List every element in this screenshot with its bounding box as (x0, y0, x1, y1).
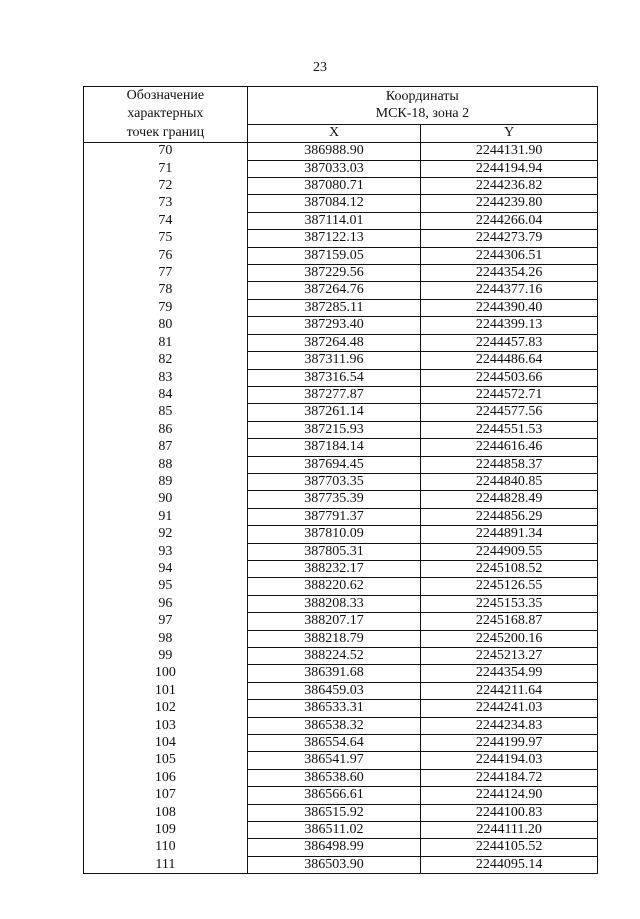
table-row (84, 352, 598, 369)
table-row (84, 822, 598, 839)
point-cell: 89 (84, 473, 248, 490)
header-coordinates-line-2: МСК-18, зона 2 (375, 106, 470, 122)
y-cell: 2244241.03 (421, 700, 598, 717)
point-cell: 84 (84, 386, 248, 403)
table-row (84, 473, 598, 490)
point-cell: 110 (84, 839, 248, 856)
point-cell: 88 (84, 456, 248, 473)
y-cell: 2244858.37 (421, 456, 598, 473)
point-cell: 95 (84, 578, 248, 595)
header-point-line-2: характерных (127, 106, 204, 122)
y-cell: 2244909.55 (421, 543, 598, 560)
point-cell: 81 (84, 334, 248, 351)
point-cell: 105 (84, 752, 248, 769)
table-row (84, 613, 598, 630)
point-cell: 77 (84, 265, 248, 282)
y-cell: 2244194.03 (421, 752, 598, 769)
table-row (84, 386, 598, 403)
y-cell: 2244184.72 (421, 769, 598, 786)
x-cell: 388224.52 (247, 648, 421, 665)
table-row (84, 752, 598, 769)
y-cell: 2244100.83 (421, 804, 598, 821)
x-cell: 387159.05 (247, 247, 421, 264)
y-cell: 2244266.04 (421, 212, 598, 229)
table-row (84, 769, 598, 786)
y-cell: 2244199.97 (421, 735, 598, 752)
x-cell: 387285.11 (247, 299, 421, 316)
table-row (84, 421, 598, 438)
table-row (84, 856, 598, 873)
point-cell: 78 (84, 282, 248, 299)
header-y: Y (421, 124, 598, 143)
x-cell: 387264.48 (247, 334, 421, 351)
table-row (84, 682, 598, 699)
x-cell: 388220.62 (247, 578, 421, 595)
point-cell: 80 (84, 317, 248, 334)
y-cell: 2245213.27 (421, 648, 598, 665)
x-cell: 386988.90 (247, 143, 421, 160)
table-row (84, 526, 598, 543)
table-row (84, 265, 598, 282)
table-row (84, 195, 598, 212)
table-body (84, 143, 598, 874)
y-cell: 2244828.49 (421, 491, 598, 508)
page-number: 23 (313, 60, 327, 75)
x-cell: 387311.96 (247, 352, 421, 369)
y-cell: 2244577.56 (421, 404, 598, 421)
point-cell: 104 (84, 735, 248, 752)
point-cell: 109 (84, 822, 248, 839)
point-cell: 92 (84, 526, 248, 543)
x-cell: 387114.01 (247, 212, 421, 229)
x-cell: 387084.12 (247, 195, 421, 212)
y-cell: 2244390.40 (421, 299, 598, 316)
y-cell: 2244503.66 (421, 369, 598, 386)
point-cell: 82 (84, 352, 248, 369)
y-cell: 2244194.94 (421, 160, 598, 177)
x-cell: 387033.03 (247, 160, 421, 177)
table-row (84, 735, 598, 752)
table-row (84, 230, 598, 247)
y-cell: 2244234.83 (421, 717, 598, 734)
table-row (84, 508, 598, 525)
y-cell: 2244124.90 (421, 787, 598, 804)
point-cell: 93 (84, 543, 248, 560)
y-cell: 2244273.79 (421, 230, 598, 247)
point-cell: 103 (84, 717, 248, 734)
point-cell: 76 (84, 247, 248, 264)
table-row (84, 491, 598, 508)
point-cell: 102 (84, 700, 248, 717)
header-point-designation (84, 87, 248, 143)
header-point-line-1: Обозначение (126, 88, 205, 103)
point-cell: 94 (84, 560, 248, 577)
table-row (84, 247, 598, 264)
table-row (84, 717, 598, 734)
table-row (84, 665, 598, 682)
table-row (84, 648, 598, 665)
x-cell: 387293.40 (247, 317, 421, 334)
point-cell: 71 (84, 160, 248, 177)
header-point-line-3: точек границ (126, 124, 205, 140)
x-cell: 386538.32 (247, 717, 421, 734)
point-cell: 111 (84, 856, 248, 873)
y-cell: 2244236.82 (421, 178, 598, 195)
x-cell: 387080.71 (247, 178, 421, 195)
table-row (84, 543, 598, 560)
table-row (84, 630, 598, 647)
x-cell: 388218.79 (247, 630, 421, 647)
x-cell: 386459.03 (247, 682, 421, 699)
y-cell: 2245153.35 (421, 595, 598, 612)
table-row (84, 700, 598, 717)
header-coordinates (247, 87, 597, 125)
header-x: X (247, 124, 421, 143)
table-row (84, 804, 598, 821)
table-header (84, 87, 598, 143)
y-cell: 2244111.20 (421, 822, 598, 839)
point-cell: 99 (84, 648, 248, 665)
x-cell: 386498.99 (247, 839, 421, 856)
table-row (84, 787, 598, 804)
x-cell: 386541.97 (247, 752, 421, 769)
x-cell: 387261.14 (247, 404, 421, 421)
x-cell: 386566.61 (247, 787, 421, 804)
y-cell: 2244306.51 (421, 247, 598, 264)
x-cell: 387810.09 (247, 526, 421, 543)
table-row (84, 334, 598, 351)
y-cell: 2244551.53 (421, 421, 598, 438)
x-cell: 387277.87 (247, 386, 421, 403)
point-cell: 106 (84, 769, 248, 786)
point-cell: 73 (84, 195, 248, 212)
point-cell: 90 (84, 491, 248, 508)
x-cell: 387805.31 (247, 543, 421, 560)
y-cell: 2245108.52 (421, 560, 598, 577)
point-cell: 85 (84, 404, 248, 421)
x-cell: 386391.68 (247, 665, 421, 682)
point-cell: 70 (84, 143, 248, 160)
y-cell: 2244891.34 (421, 526, 598, 543)
x-cell: 387703.35 (247, 473, 421, 490)
y-cell: 2245168.87 (421, 613, 598, 630)
point-cell: 75 (84, 230, 248, 247)
y-cell: 2244616.46 (421, 439, 598, 456)
y-cell: 2244377.16 (421, 282, 598, 299)
table-row (84, 560, 598, 577)
x-cell: 386538.60 (247, 769, 421, 786)
y-cell: 2245200.16 (421, 630, 598, 647)
x-cell: 387215.93 (247, 421, 421, 438)
table-row (84, 212, 598, 229)
point-cell: 98 (84, 630, 248, 647)
table-row (84, 839, 598, 856)
point-cell: 101 (84, 682, 248, 699)
point-cell: 83 (84, 369, 248, 386)
table-row (84, 178, 598, 195)
y-cell: 2244856.29 (421, 508, 598, 525)
x-cell: 386511.02 (247, 822, 421, 839)
y-cell: 2244457.83 (421, 334, 598, 351)
table-row (84, 282, 598, 299)
point-cell: 86 (84, 421, 248, 438)
table-row (84, 299, 598, 316)
x-cell: 386533.31 (247, 700, 421, 717)
point-cell: 97 (84, 613, 248, 630)
y-cell: 2244131.90 (421, 143, 598, 160)
x-cell: 387791.37 (247, 508, 421, 525)
x-cell: 388208.33 (247, 595, 421, 612)
x-cell: 387264.76 (247, 282, 421, 299)
point-cell: 79 (84, 299, 248, 316)
table-row (84, 317, 598, 334)
y-cell: 2244840.85 (421, 473, 598, 490)
point-cell: 87 (84, 439, 248, 456)
x-cell: 387122.13 (247, 230, 421, 247)
y-cell: 2244572.71 (421, 386, 598, 403)
point-cell: 100 (84, 665, 248, 682)
y-cell: 2244095.14 (421, 856, 598, 873)
y-cell: 2244354.26 (421, 265, 598, 282)
y-cell: 2244354.99 (421, 665, 598, 682)
y-cell: 2244105.52 (421, 839, 598, 856)
x-cell: 387735.39 (247, 491, 421, 508)
y-cell: 2245126.55 (421, 578, 598, 595)
x-cell: 386554.64 (247, 735, 421, 752)
x-cell: 387229.56 (247, 265, 421, 282)
table-row (84, 404, 598, 421)
y-cell: 2244239.80 (421, 195, 598, 212)
x-cell: 388232.17 (247, 560, 421, 577)
header-coordinates-line-1: Координаты (385, 89, 459, 105)
y-cell: 2244486.64 (421, 352, 598, 369)
x-cell: 386503.90 (247, 856, 421, 873)
x-cell: 388207.17 (247, 613, 421, 630)
point-cell: 96 (84, 595, 248, 612)
y-cell: 2244399.13 (421, 317, 598, 334)
table-row (84, 143, 598, 160)
point-cell: 74 (84, 212, 248, 229)
x-cell: 387694.45 (247, 456, 421, 473)
table-row (84, 160, 598, 177)
table-row (84, 456, 598, 473)
table-row (84, 578, 598, 595)
table-row (84, 439, 598, 456)
table-row (84, 595, 598, 612)
point-cell: 91 (84, 508, 248, 525)
x-cell: 387316.54 (247, 369, 421, 386)
y-cell: 2244211.64 (421, 682, 598, 699)
coordinates-table (83, 86, 598, 874)
point-cell: 72 (84, 178, 248, 195)
point-cell: 107 (84, 787, 248, 804)
x-cell: 386515.92 (247, 804, 421, 821)
point-cell: 108 (84, 804, 248, 821)
x-cell: 387184.14 (247, 439, 421, 456)
table-row (84, 369, 598, 386)
